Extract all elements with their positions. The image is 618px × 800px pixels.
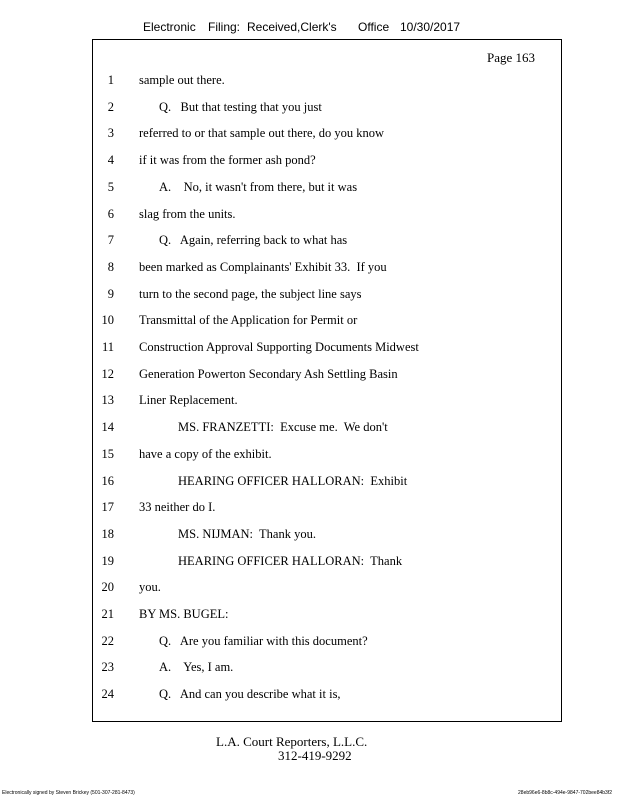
signature-left: Electronically signed by Steven Brickey (501-307-281-8473) [2,790,135,796]
line-text: turn to the second page, the subject line says [139,286,362,301]
line-text: Transmittal of the Application for Permit or [139,313,358,328]
transcript-line [0,474,618,494]
line-text: have a copy of the exhibit. [139,446,272,461]
line-number: 1 [107,73,114,87]
header-received: Received,Clerk's [247,20,337,34]
line-number: 9 [107,286,114,301]
transcript-line [0,207,618,227]
line-text: Liner Replacement. [139,393,238,408]
line-number: 14 [101,420,114,435]
transcript-line [0,660,618,680]
line-number: 4 [107,153,114,168]
header-filing: Filing: [208,20,241,34]
line-text: BY MS. BUGEL: [139,607,229,621]
header-date: 10/30/2017 [400,20,461,34]
page-number: Page 163 [487,50,536,65]
transcript-line [0,126,618,146]
line-number: 3 [107,126,114,141]
transcript-line [0,153,618,173]
header-office: Office [358,20,390,34]
signature-right: 28eb96e6-8b8c-494e-9847-702bee84b3f2 [518,790,612,796]
line-number: 7 [107,233,114,248]
transcript-line [0,313,618,333]
transcript-line [0,180,618,200]
line-text: Construction Approval Supporting Documents Midwest [139,340,419,354]
line-number: 15 [101,446,114,461]
line-text: sample out there. [139,73,225,87]
transcript-line [0,367,618,387]
line-text: if it was from the former ash pond? [139,153,316,168]
line-number: 10 [101,313,114,328]
line-text: HEARING OFFICER HALLORAN: Exhibit [178,473,408,488]
line-text: been marked as Complainants' Exhibit 33. If you [139,259,387,274]
transcript-line [0,500,618,520]
transcript-line [0,100,618,120]
line-text: slag from the units. [139,206,236,221]
transcript-line [0,687,618,707]
transcript-line [0,340,618,360]
transcript-line [0,634,618,654]
transcript-line [0,260,618,280]
line-number: 5 [107,179,114,194]
line-text: Q. Are you familiar with this document? [159,633,368,648]
line-number: 23 [101,660,114,675]
line-text: 33 neither do I. [139,500,216,515]
line-number: 13 [101,393,114,408]
line-number: 8 [107,259,114,274]
line-text: HEARING OFFICER HALLORAN: Thank [178,553,403,568]
line-text: referred to or that sample out there, do you know [139,126,385,141]
transcript-line [0,420,618,440]
transcript-line [0,554,618,574]
line-number: 16 [101,473,114,488]
transcript-line [0,287,618,307]
line-number: 2 [107,99,114,114]
line-number: 17 [101,500,114,515]
line-number: 22 [101,633,114,648]
transcript-line [0,527,618,547]
line-text: MS. NIJMAN: Thank you. [178,526,316,541]
line-text: Q. And can you describe what it is, [159,687,341,702]
line-number: 21 [101,607,114,621]
line-text: A. Yes, I am. [159,660,234,675]
transcript-line [0,447,618,467]
transcript-line [0,233,618,253]
line-number: 24 [101,687,114,702]
transcript-line [0,73,618,93]
footer-company: L.A. Court Reporters, L.L.C. [216,734,368,749]
transcript-line [0,580,618,600]
line-number: 12 [101,366,114,381]
transcript-line [0,393,618,413]
header-electronic: Electronic [143,20,196,34]
line-text: Q. Again, referring back to what has [159,233,348,248]
line-number: 19 [101,553,114,568]
line-number: 6 [107,206,114,221]
line-text: you. [139,580,161,595]
line-number: 18 [101,526,114,541]
line-text: Generation Powerton Secondary Ash Settling Basin [139,366,398,381]
line-text: Q. But that testing that you just [159,99,322,114]
line-number: 20 [101,580,114,595]
footer-phone: 312-419-9292 [278,748,352,763]
line-number: 11 [101,340,114,354]
transcript-line [0,607,618,627]
line-text: MS. FRANZETTI: Excuse me. We don't [178,420,388,435]
line-text: A. No, it wasn't from there, but it was [159,179,358,194]
